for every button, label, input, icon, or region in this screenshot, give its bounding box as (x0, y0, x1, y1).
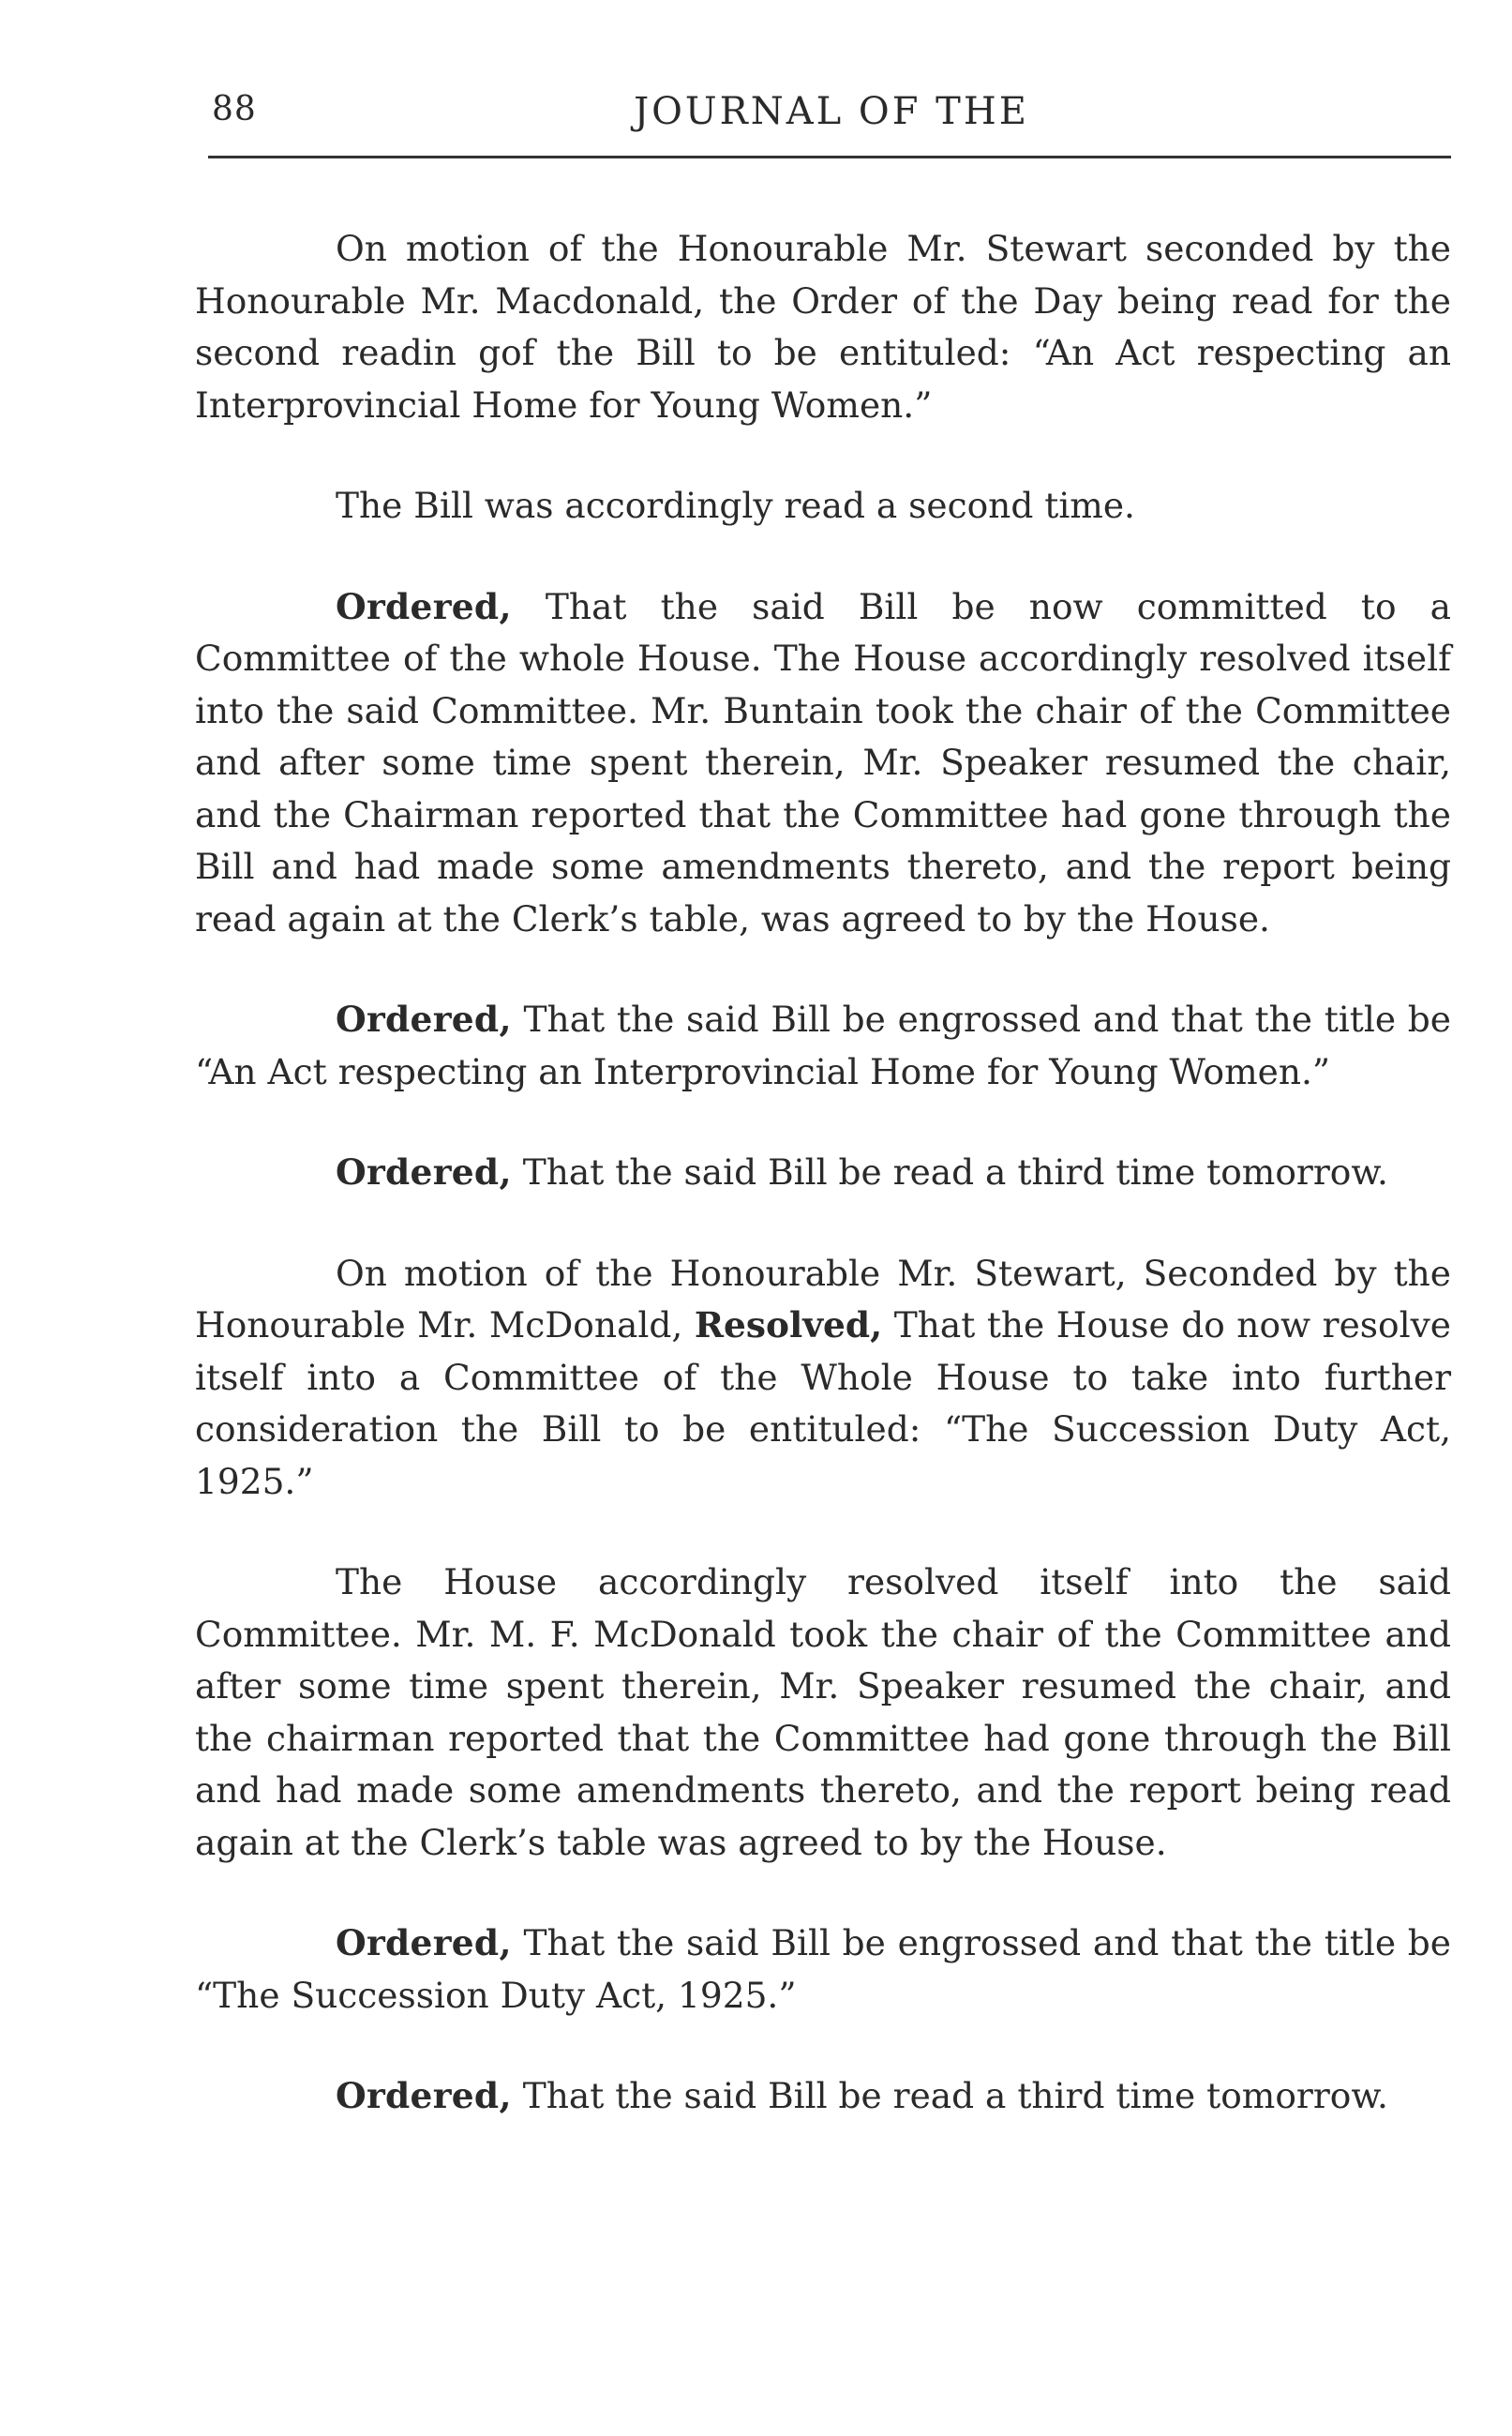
header-rule (208, 156, 1451, 158)
paragraph-text: That the said Bill be read a third time tomorrow. (511, 2075, 1388, 2116)
paragraph-text: The Bill was accordingly read a second time. (336, 485, 1135, 526)
page-number: 88 (212, 90, 257, 128)
ordered-lead: Ordered, (336, 2075, 512, 2116)
paragraph-text: That the said Bill be now committed to a Committee of the whole House. The House accordingly resolved itself into the said Committee. Mr. Buntain took the chair of the Committee and after some time spent therein, Mr. Speaker resumed the chair, and the Chairman reported that the Committee had gone through the Bill and had made some amendments thereto, and the report being read again at the Clerk’s table, was agreed to by the House. (195, 585, 1451, 940)
paragraph-text: That the said Bill be read a third time tomorrow. (511, 1151, 1388, 1193)
resolved-lead: Resolved, (694, 1304, 883, 1346)
paragraph-ordered-engrossed (195, 994, 1451, 1098)
ordered-lead: Ordered, (336, 585, 512, 627)
ordered-lead: Ordered, (336, 999, 512, 1040)
paragraph-text: That the House do now resolve itself into a Committee of the Whole House to take into further consideration the Bill to be entituled: “The Succession Duty Act, 1925.” (195, 1304, 1451, 1502)
running-head: JOURNAL OF THE (634, 90, 1029, 133)
ordered-lead: Ordered, (336, 1151, 512, 1193)
paragraph-text: That the said Bill be engrossed and that the title be “An Act respecting an Interprovincial Home for Young Women.” (195, 999, 1451, 1092)
paragraph-text: On motion of the Honourable Mr. Stewart, Seconded by the Honourable Mr. McDonald, (195, 1252, 1451, 1346)
paragraph-ordered-committee (195, 581, 1451, 946)
ordered-lead: Ordered, (336, 1922, 512, 1963)
paragraph-text: That the said Bill be engrossed and that the title be “The Succession Duty Act, 1925.” (195, 1922, 1451, 2016)
paragraph-motion-second-reading (195, 223, 1451, 431)
paragraph-house-resolved (195, 1556, 1451, 1869)
page-header (212, 90, 1451, 146)
paragraph-text: The House accordingly resolved itself into the said Committee. Mr. M. F. McDonald took the chair of the Committee and after some time spent therein, Mr. Speaker resumed the chair, and the chairman reported that the Committee had gone through the Bill and had made some amendments thereto, and the report being read again at the Clerk’s table was agreed to by the House. (195, 1561, 1451, 1863)
paragraph-read-second-time (195, 480, 1451, 533)
journal-body (195, 223, 1451, 2172)
paragraph-text: On motion of the Honourable Mr. Stewart seconded by the Honourable Mr. Macdonald, the Order of the Day being read for the second readin gof the Bill to be entituled: “An Act respecting an Interprovincial Home for Young Women.” (195, 228, 1451, 426)
paragraph-ordered-engrossed-succession (195, 1917, 1451, 2022)
paragraph-motion-resolved (195, 1248, 1451, 1509)
paragraph-ordered-third-reading (195, 1147, 1451, 1199)
paragraph-ordered-third-reading-succession (195, 2070, 1451, 2123)
